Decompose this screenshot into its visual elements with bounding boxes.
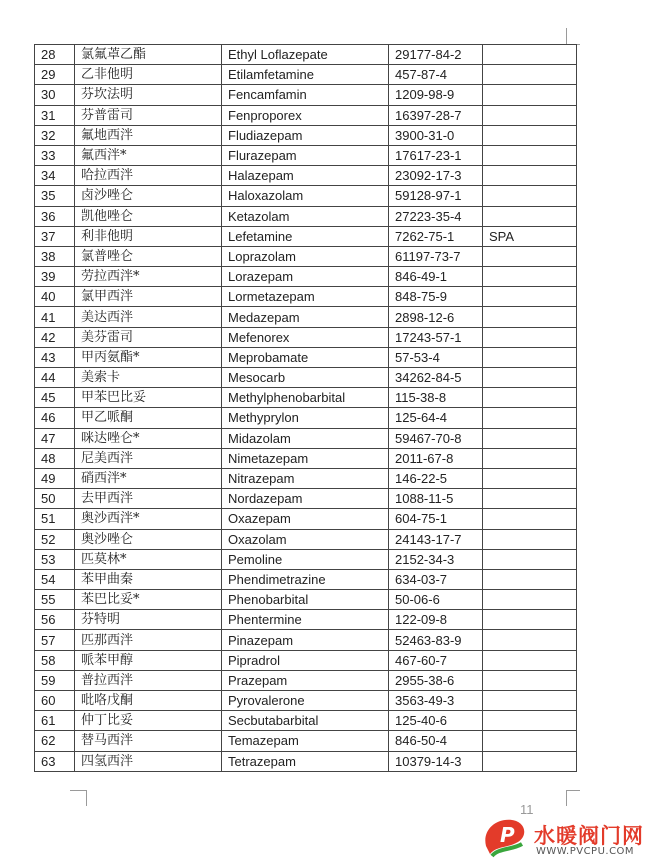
row-number: 58 (35, 650, 75, 670)
row-number: 40 (35, 287, 75, 307)
table-row (35, 529, 577, 549)
table-row (35, 267, 577, 287)
substance-table-body (35, 45, 577, 772)
table-row (35, 630, 577, 650)
english-name: Methylphenobarbital (222, 388, 389, 408)
chinese-name: 氯甲西泮 (75, 287, 222, 307)
svg-text:P: P (500, 823, 515, 847)
row-number: 44 (35, 368, 75, 388)
chinese-name: 氯普唑仑 (75, 246, 222, 266)
english-name: Mefenorex (222, 327, 389, 347)
cas-number: 7262-75-1 (389, 226, 483, 246)
cas-number: 1088-11-5 (389, 489, 483, 509)
chinese-name: 乙非他明 (75, 65, 222, 85)
row-number: 51 (35, 509, 75, 529)
table-row (35, 691, 577, 711)
english-name: Oxazepam (222, 509, 389, 529)
cas-number: 29177-84-2 (389, 45, 483, 65)
english-name: Fludiazepam (222, 125, 389, 145)
cas-number: 2011-67-8 (389, 448, 483, 468)
table-row (35, 45, 577, 65)
english-name: Phendimetrazine (222, 569, 389, 589)
table-row (35, 186, 577, 206)
watermark (478, 812, 648, 864)
chinese-name: 利非他明 (75, 226, 222, 246)
english-name: Pyrovalerone (222, 691, 389, 711)
row-number: 38 (35, 246, 75, 266)
chinese-name: 劳拉西泮* (75, 267, 222, 287)
row-number: 45 (35, 388, 75, 408)
english-name: Loprazolam (222, 246, 389, 266)
row-number: 57 (35, 630, 75, 650)
remark (483, 347, 577, 367)
english-name: Etilamfetamine (222, 65, 389, 85)
english-name: Lorazepam (222, 267, 389, 287)
row-number: 48 (35, 448, 75, 468)
english-name: Temazepam (222, 731, 389, 751)
remark (483, 45, 577, 65)
remark (483, 186, 577, 206)
english-name: Phentermine (222, 610, 389, 630)
row-number: 41 (35, 307, 75, 327)
row-number: 62 (35, 731, 75, 751)
remark (483, 731, 577, 751)
cas-number: 146-22-5 (389, 468, 483, 488)
remark (483, 145, 577, 165)
table-row (35, 307, 577, 327)
row-number: 50 (35, 489, 75, 509)
row-number: 35 (35, 186, 75, 206)
chinese-name: 吡咯戊酮 (75, 691, 222, 711)
english-name: Haloxazolam (222, 186, 389, 206)
remark (483, 307, 577, 327)
remark (483, 509, 577, 529)
cas-number: 457-87-4 (389, 65, 483, 85)
chinese-name: 苯巴比妥* (75, 590, 222, 610)
remark (483, 549, 577, 569)
row-number: 33 (35, 145, 75, 165)
chinese-name: 替马西泮 (75, 731, 222, 751)
english-name: Oxazolam (222, 529, 389, 549)
chinese-name: 匹莫林* (75, 549, 222, 569)
chinese-name: 哈拉西泮 (75, 166, 222, 186)
cas-number: 125-64-4 (389, 408, 483, 428)
table-row (35, 408, 577, 428)
english-name: Nitrazepam (222, 468, 389, 488)
row-number: 34 (35, 166, 75, 186)
row-number: 60 (35, 691, 75, 711)
english-name: Ketazolam (222, 206, 389, 226)
cas-number: 61197-73-7 (389, 246, 483, 266)
table-row (35, 347, 577, 367)
english-name: Medazepam (222, 307, 389, 327)
row-number: 32 (35, 125, 75, 145)
table-row (35, 388, 577, 408)
row-number: 54 (35, 569, 75, 589)
page-number: 11 (520, 802, 534, 817)
english-name: Pemoline (222, 549, 389, 569)
cas-number: 34262-84-5 (389, 368, 483, 388)
remark (483, 489, 577, 509)
table-row (35, 489, 577, 509)
table-row (35, 468, 577, 488)
table-row (35, 246, 577, 266)
remark (483, 65, 577, 85)
remark (483, 105, 577, 125)
remark (483, 368, 577, 388)
remark (483, 287, 577, 307)
remark (483, 388, 577, 408)
substance-table (34, 44, 577, 772)
table-row (35, 650, 577, 670)
cas-number: 17617-23-1 (389, 145, 483, 165)
chinese-name: 氟西泮* (75, 145, 222, 165)
table-row (35, 448, 577, 468)
english-name: Fencamfamin (222, 85, 389, 105)
table-row (35, 549, 577, 569)
cas-number: 59128-97-1 (389, 186, 483, 206)
english-name: Midazolam (222, 428, 389, 448)
chinese-name: 去甲西泮 (75, 489, 222, 509)
row-number: 37 (35, 226, 75, 246)
english-name: Lormetazepam (222, 287, 389, 307)
watermark-site-name: 水暖阀门网 (534, 824, 644, 848)
cas-number: 604-75-1 (389, 509, 483, 529)
chinese-name: 奥沙西泮* (75, 509, 222, 529)
remark (483, 166, 577, 186)
cas-number: 23092-17-3 (389, 166, 483, 186)
remark (483, 691, 577, 711)
table-row (35, 206, 577, 226)
row-number: 59 (35, 670, 75, 690)
row-number: 42 (35, 327, 75, 347)
table-row (35, 731, 577, 751)
cas-number: 634-03-7 (389, 569, 483, 589)
table-row (35, 569, 577, 589)
english-name: Meprobamate (222, 347, 389, 367)
cas-number: 125-40-6 (389, 711, 483, 731)
chinese-name: 尼美西泮 (75, 448, 222, 468)
remark (483, 246, 577, 266)
cas-number: 52463-83-9 (389, 630, 483, 650)
row-number: 29 (35, 65, 75, 85)
chinese-name: 卤沙唑仑 (75, 186, 222, 206)
chinese-name: 仲丁比妥 (75, 711, 222, 731)
english-name: Phenobarbital (222, 590, 389, 610)
chinese-name: 普拉西泮 (75, 670, 222, 690)
table-row (35, 145, 577, 165)
watermark-logo-icon (478, 812, 532, 862)
chinese-name: 甲乙哌酮 (75, 408, 222, 428)
english-name: Nordazepam (222, 489, 389, 509)
chinese-name: 硝西泮* (75, 468, 222, 488)
cas-number: 3900-31-0 (389, 125, 483, 145)
chinese-name: 奥沙唑仑 (75, 529, 222, 549)
remark (483, 267, 577, 287)
chinese-name: 苯甲曲秦 (75, 569, 222, 589)
remark (483, 468, 577, 488)
table-row (35, 125, 577, 145)
cas-number: 122-09-8 (389, 610, 483, 630)
remark (483, 751, 577, 771)
english-name: Pinazepam (222, 630, 389, 650)
table-row (35, 610, 577, 630)
chinese-name: 氟地西泮 (75, 125, 222, 145)
row-number: 30 (35, 85, 75, 105)
table-row (35, 105, 577, 125)
english-name: Nimetazepam (222, 448, 389, 468)
table-row (35, 670, 577, 690)
english-name: Methyprylon (222, 408, 389, 428)
english-name: Secbutabarbital (222, 711, 389, 731)
cas-number: 3563-49-3 (389, 691, 483, 711)
cas-number: 17243-57-1 (389, 327, 483, 347)
chinese-name: 芬坎法明 (75, 85, 222, 105)
table-row (35, 85, 577, 105)
remark (483, 327, 577, 347)
english-name: Halazepam (222, 166, 389, 186)
table-row (35, 65, 577, 85)
table-row (35, 428, 577, 448)
row-number: 52 (35, 529, 75, 549)
table-row (35, 590, 577, 610)
row-number: 46 (35, 408, 75, 428)
cas-number: 848-75-9 (389, 287, 483, 307)
cas-number: 2898-12-6 (389, 307, 483, 327)
row-number: 47 (35, 428, 75, 448)
cas-number: 115-38-8 (389, 388, 483, 408)
chinese-name: 四氢西泮 (75, 751, 222, 771)
chinese-name: 甲苯巴比妥 (75, 388, 222, 408)
remark (483, 711, 577, 731)
row-number: 39 (35, 267, 75, 287)
row-number: 43 (35, 347, 75, 367)
chinese-name: 美索卡 (75, 368, 222, 388)
row-number: 56 (35, 610, 75, 630)
table-row (35, 509, 577, 529)
english-name: Fenproporex (222, 105, 389, 125)
chinese-name: 美芬雷司 (75, 327, 222, 347)
chinese-name: 氯氟䓬乙酯 (75, 45, 222, 65)
cas-number: 59467-70-8 (389, 428, 483, 448)
remark (483, 670, 577, 690)
cas-number: 846-50-4 (389, 731, 483, 751)
table-row (35, 327, 577, 347)
table-row (35, 368, 577, 388)
cas-number: 57-53-4 (389, 347, 483, 367)
row-number: 36 (35, 206, 75, 226)
chinese-name: 芬普雷司 (75, 105, 222, 125)
watermark-url: WWW.PVCPU.COM (536, 846, 635, 857)
chinese-name: 芬特明 (75, 610, 222, 630)
remark (483, 125, 577, 145)
remark (483, 448, 577, 468)
chinese-name: 咪达唑仑* (75, 428, 222, 448)
row-number: 63 (35, 751, 75, 771)
chinese-name: 美达西泮 (75, 307, 222, 327)
table-row (35, 166, 577, 186)
cas-number: 846-49-1 (389, 267, 483, 287)
remark (483, 408, 577, 428)
table-row (35, 287, 577, 307)
remark (483, 428, 577, 448)
cas-number: 27223-35-4 (389, 206, 483, 226)
row-number: 53 (35, 549, 75, 569)
cas-number: 467-60-7 (389, 650, 483, 670)
row-number: 55 (35, 590, 75, 610)
remark (483, 590, 577, 610)
cas-number: 24143-17-7 (389, 529, 483, 549)
remark (483, 610, 577, 630)
cas-number: 16397-28-7 (389, 105, 483, 125)
row-number: 31 (35, 105, 75, 125)
english-name: Mesocarb (222, 368, 389, 388)
remark (483, 85, 577, 105)
remark: SPA (483, 226, 577, 246)
cas-number: 2955-38-6 (389, 670, 483, 690)
table-row (35, 226, 577, 246)
remark (483, 630, 577, 650)
remark (483, 206, 577, 226)
remark (483, 569, 577, 589)
cas-number: 50-06-6 (389, 590, 483, 610)
row-number: 49 (35, 468, 75, 488)
chinese-name: 匹那西泮 (75, 630, 222, 650)
table-row (35, 711, 577, 731)
english-name: Flurazepam (222, 145, 389, 165)
row-number: 28 (35, 45, 75, 65)
cas-number: 1209-98-9 (389, 85, 483, 105)
english-name: Prazepam (222, 670, 389, 690)
cas-number: 10379-14-3 (389, 751, 483, 771)
english-name: Lefetamine (222, 226, 389, 246)
english-name: Pipradrol (222, 650, 389, 670)
chinese-name: 哌苯甲醇 (75, 650, 222, 670)
chinese-name: 甲丙氨酯* (75, 347, 222, 367)
table-row (35, 751, 577, 771)
remark (483, 529, 577, 549)
english-name: Ethyl Loflazepate (222, 45, 389, 65)
row-number: 61 (35, 711, 75, 731)
remark (483, 650, 577, 670)
english-name: Tetrazepam (222, 751, 389, 771)
chinese-name: 凯他唑仑 (75, 206, 222, 226)
cas-number: 2152-34-3 (389, 549, 483, 569)
